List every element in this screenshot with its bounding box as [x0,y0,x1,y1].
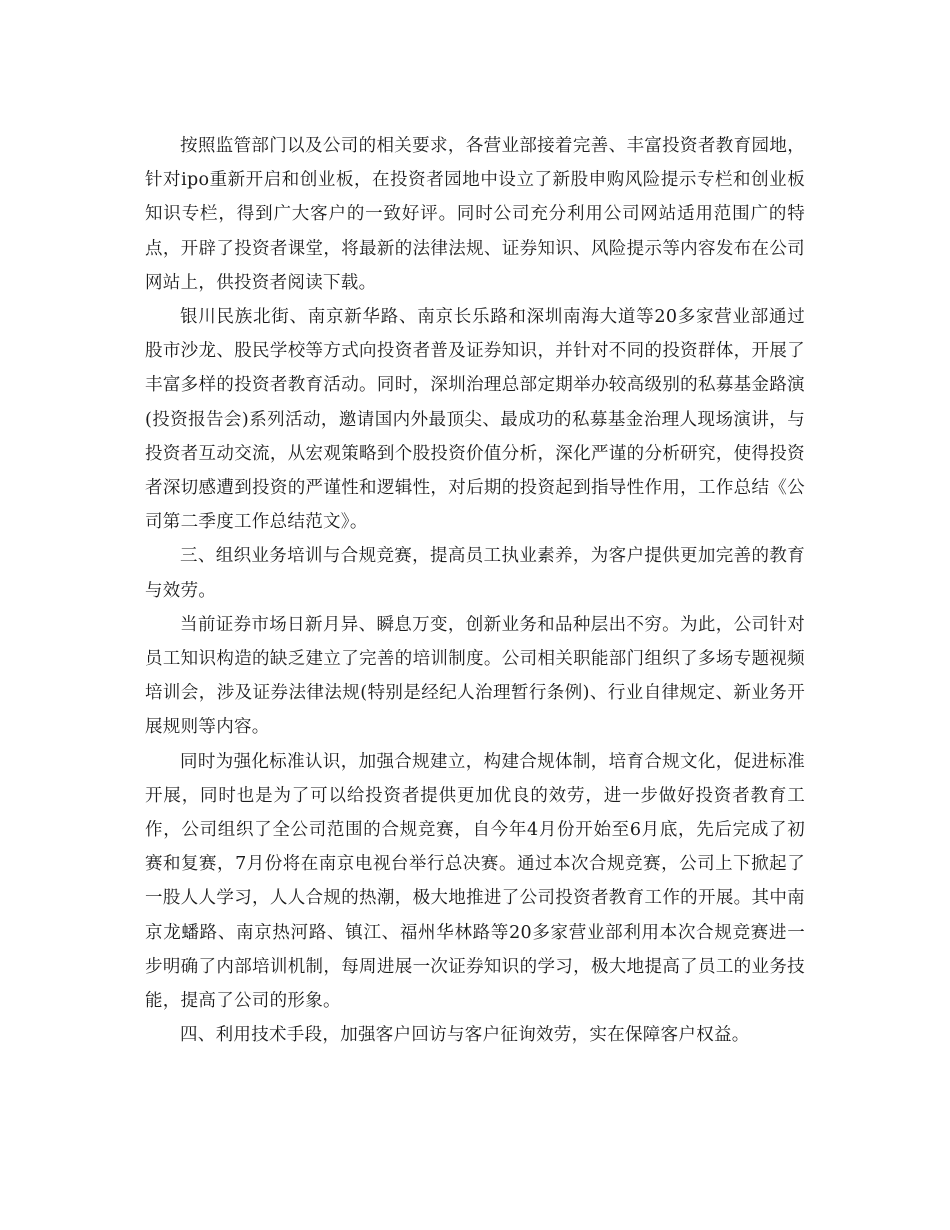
paragraph-investor-garden: 按照监管部门以及公司的相关要求，各营业部接着完善、丰富投资者教育园地，针对ipo重新开启和创业板，在投资者园地中设立了新股申购风险提示专栏和创业板知识专栏，得到广大客户的一致好评。同时公司充分利用公司网站适用范围广的特点，开辟了投资者课堂，将最新的法律法规、证券知识、风险提示等内容发布在公司网站上，供投资者阅读下载。 [145,136,805,293]
paragraph-compliance-contest: 同时为强化标准认识，加强合规建立，构建合规体制，培育合规文化，促进标准开展，同时也是为了可以给投资者提供更加优良的效劳，进一步做好投资者教育工作，公司组织了全公司范围的合规竞赛，自今年4月份开始至6月底，先后完成了初赛和复赛，7月份将在南京电视台举行总决赛。通过本次合规竞赛，公司上下掀起了一股人人学习，人人合规的热潮，极大地推进了公司投资者教育工作的开展。其中南京龙蟠路、南京热河路、镇江、福州华林路等20多家营业部利用本次合规竞赛进一步明确了内部培训机制，每周进展一次证券知识的学习，极大地提高了员工的业务技能，提高了公司的形象。 [145,751,805,1012]
paragraph-branch-activities: 银川民族北街、南京新华路、南京长乐路和深圳南海大道等20多家营业部通过股市沙龙、股民学校等方式向投资者普及证券知识，并针对不同的投资群体，开展了丰富多样的投资者教育活动。同时，深圳治理总部定期举办较高级别的私募基金路演(投资报告会)系列活动，邀请国内外最顶尖、最成功的私募基金治理人现场演讲，与投资者互动交流，从宏观策略到个股投资价值分析，深化严谨的分析研究，使得投资者深切感遭到投资的严谨性和逻辑性，对后期的投资起到指导性作用，工作总结《公司第二季度工作总结范文》。 [145,307,805,533]
section-heading-technology: 四、利用技术手段，加强客户回访与客户征询效劳，实在保障客户权益。 [180,1025,750,1046]
paragraph-training-system: 当前证券市场日新月异、瞬息万变，创新业务和品种层出不穷。为此，公司针对员工知识构造的缺乏建立了完善的培训制度。公司相关职能部门组织了多场专题视频培训会，涉及证券法律法规(特别是经纪人治理暂行条例)、行业自律规定、新业务开展规则等内容。 [145,614,805,738]
document-body [145,129,805,1052]
section-heading-training: 三、组织业务培训与合规竞赛，提高员工执业素养，为客户提供更加完善的教育与效劳。 [145,546,805,601]
